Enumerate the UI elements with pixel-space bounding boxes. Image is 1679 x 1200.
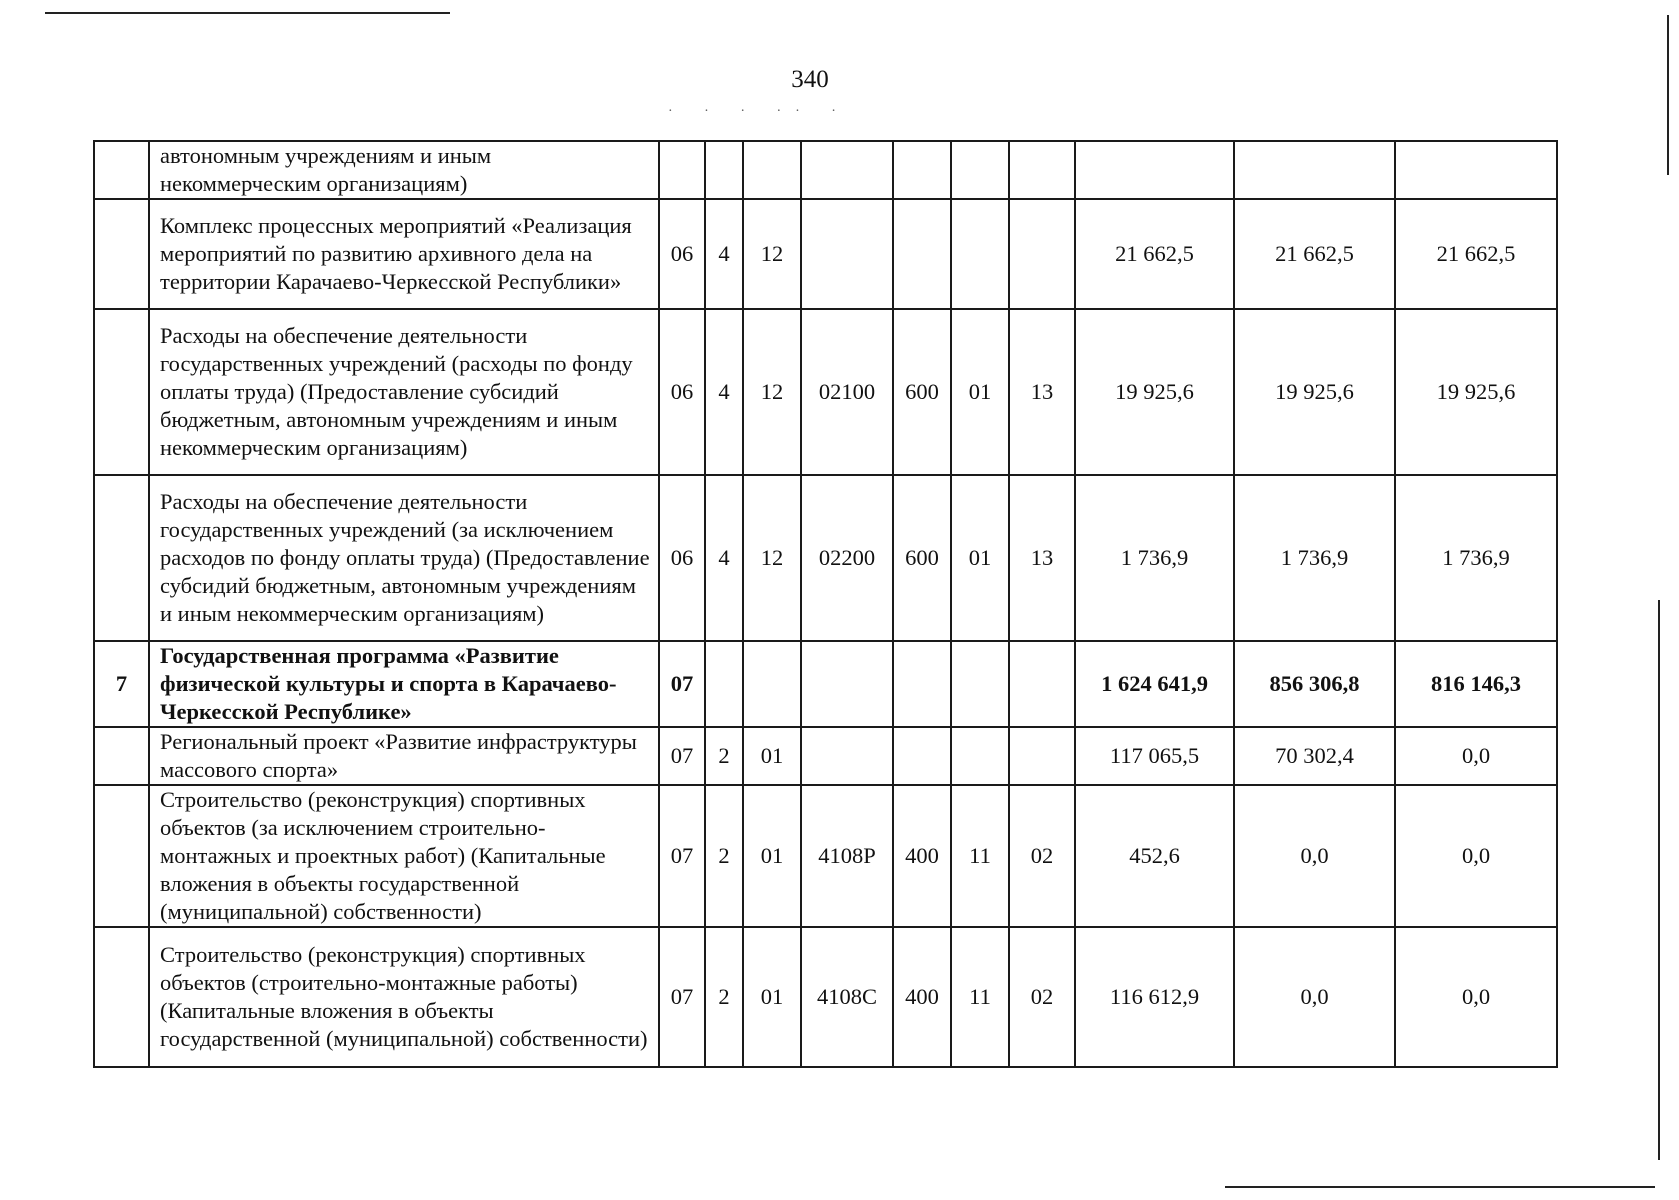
code-subsection-cell bbox=[1009, 199, 1075, 309]
code-subsection-cell: 13 bbox=[1009, 309, 1075, 475]
amount-year2-cell: 1 736,9 bbox=[1234, 475, 1395, 641]
amount-year3-cell bbox=[1395, 141, 1557, 199]
amount-year3-cell: 19 925,6 bbox=[1395, 309, 1557, 475]
code-structure-cell: 12 bbox=[743, 475, 801, 641]
row-name-cell: Расходы на обеспечение деятельности государственных учреждений (за исключением расходов по фонду оплаты труда) (Предоставление субсидий бюджетным, автономным учреждениям и иным некоммерческим организациям) bbox=[149, 475, 659, 641]
row-number-cell bbox=[94, 927, 149, 1067]
code-subsection-cell: 13 bbox=[1009, 475, 1075, 641]
code-structure-cell bbox=[743, 641, 801, 727]
code-program-cell: 07 bbox=[659, 927, 705, 1067]
code-program-cell: 07 bbox=[659, 641, 705, 727]
amount-year2-cell bbox=[1234, 141, 1395, 199]
amount-year3-cell: 816 146,3 bbox=[1395, 641, 1557, 727]
code-direction-cell: 4108C bbox=[801, 927, 893, 1067]
budget-table bbox=[93, 140, 1558, 1068]
code-structure-cell: 01 bbox=[743, 727, 801, 785]
amount-year1-cell bbox=[1075, 141, 1234, 199]
code-structure-cell: 01 bbox=[743, 927, 801, 1067]
scan-artifact-dots: · · · ·· · bbox=[668, 104, 850, 119]
table-row bbox=[94, 475, 1557, 641]
code-structure-cell bbox=[743, 141, 801, 199]
amount-year3-cell: 0,0 bbox=[1395, 785, 1557, 927]
row-number-cell bbox=[94, 785, 149, 927]
code-section-cell: 11 bbox=[951, 927, 1009, 1067]
amount-year2-cell: 0,0 bbox=[1234, 927, 1395, 1067]
code-expense-type-cell: 400 bbox=[893, 785, 951, 927]
code-section-cell: 11 bbox=[951, 785, 1009, 927]
code-expense-type-cell: 600 bbox=[893, 475, 951, 641]
scan-artifact-top-line bbox=[45, 12, 450, 14]
row-name-cell: автономным учреждениям и иным некоммерческим организациям) bbox=[149, 141, 659, 199]
amount-year1-cell: 19 925,6 bbox=[1075, 309, 1234, 475]
code-subsection-cell: 02 bbox=[1009, 927, 1075, 1067]
code-expense-type-cell: 600 bbox=[893, 309, 951, 475]
table-row bbox=[94, 141, 1557, 199]
code-subprogram-cell bbox=[705, 641, 743, 727]
amount-year1-cell: 116 612,9 bbox=[1075, 927, 1234, 1067]
amount-year3-cell: 21 662,5 bbox=[1395, 199, 1557, 309]
code-direction-cell bbox=[801, 641, 893, 727]
row-name-cell: Строительство (реконструкция) спортивных объектов (строительно-монтажные работы) (Капитальные вложения в объекты государственной (муниципальной) собственности) bbox=[149, 927, 659, 1067]
table-row bbox=[94, 927, 1557, 1067]
page-number: 340 bbox=[791, 66, 829, 93]
scan-artifact-bottom-line bbox=[1225, 1186, 1655, 1188]
row-number-cell: 7 bbox=[94, 641, 149, 727]
row-name-cell: Региональный проект «Развитие инфраструктуры массового спорта» bbox=[149, 727, 659, 785]
row-name-cell: Строительство (реконструкция) спортивных объектов (за исключением строительно-монтажных и проектных работ) (Капитальные вложения в объекты государственной (муниципальной) собственности) bbox=[149, 785, 659, 927]
row-number-cell bbox=[94, 141, 149, 199]
code-program-cell: 06 bbox=[659, 199, 705, 309]
amount-year1-cell: 1 736,9 bbox=[1075, 475, 1234, 641]
code-program-cell: 06 bbox=[659, 309, 705, 475]
row-name-cell: Государственная программа «Развитие физической культуры и спорта в Карачаево-Черкесской Республике» bbox=[149, 641, 659, 727]
amount-year1-cell: 452,6 bbox=[1075, 785, 1234, 927]
code-subsection-cell bbox=[1009, 727, 1075, 785]
code-program-cell: 06 bbox=[659, 475, 705, 641]
code-direction-cell: 02100 bbox=[801, 309, 893, 475]
table-row bbox=[94, 727, 1557, 785]
code-structure-cell: 12 bbox=[743, 199, 801, 309]
amount-year2-cell: 21 662,5 bbox=[1234, 199, 1395, 309]
row-name-cell: Расходы на обеспечение деятельности государственных учреждений (расходы по фонду оплаты труда) (Предоставление субсидий бюджетным, автономным учреждениям и иным некоммерческим организациям) bbox=[149, 309, 659, 475]
code-direction-cell bbox=[801, 199, 893, 309]
amount-year1-cell: 21 662,5 bbox=[1075, 199, 1234, 309]
amount-year2-cell: 856 306,8 bbox=[1234, 641, 1395, 727]
row-number-cell bbox=[94, 727, 149, 785]
code-structure-cell: 12 bbox=[743, 309, 801, 475]
code-direction-cell bbox=[801, 727, 893, 785]
code-section-cell bbox=[951, 727, 1009, 785]
code-expense-type-cell bbox=[893, 641, 951, 727]
row-number-cell bbox=[94, 475, 149, 641]
table-row bbox=[94, 641, 1557, 727]
code-direction-cell: 4108P bbox=[801, 785, 893, 927]
amount-year1-cell: 1 624 641,9 bbox=[1075, 641, 1234, 727]
code-subprogram-cell: 2 bbox=[705, 727, 743, 785]
amount-year2-cell: 0,0 bbox=[1234, 785, 1395, 927]
code-subprogram-cell bbox=[705, 141, 743, 199]
amount-year3-cell: 1 736,9 bbox=[1395, 475, 1557, 641]
code-program-cell bbox=[659, 141, 705, 199]
table-row bbox=[94, 785, 1557, 927]
amount-year2-cell: 70 302,4 bbox=[1234, 727, 1395, 785]
row-name-cell: Комплекс процессных мероприятий «Реализация мероприятий по развитию архивного дела на территории Карачаево-Черкесской Республики» bbox=[149, 199, 659, 309]
table-row bbox=[94, 199, 1557, 309]
code-expense-type-cell bbox=[893, 727, 951, 785]
code-subprogram-cell: 4 bbox=[705, 199, 743, 309]
scan-artifact-right-line-lower bbox=[1658, 600, 1660, 1160]
row-number-cell bbox=[94, 309, 149, 475]
amount-year1-cell: 117 065,5 bbox=[1075, 727, 1234, 785]
code-section-cell: 01 bbox=[951, 475, 1009, 641]
row-number-cell bbox=[94, 199, 149, 309]
code-program-cell: 07 bbox=[659, 727, 705, 785]
code-subprogram-cell: 4 bbox=[705, 309, 743, 475]
amount-year3-cell: 0,0 bbox=[1395, 727, 1557, 785]
code-expense-type-cell: 400 bbox=[893, 927, 951, 1067]
code-section-cell bbox=[951, 199, 1009, 309]
code-structure-cell: 01 bbox=[743, 785, 801, 927]
code-subsection-cell: 02 bbox=[1009, 785, 1075, 927]
code-subprogram-cell: 2 bbox=[705, 927, 743, 1067]
code-direction-cell bbox=[801, 141, 893, 199]
code-subsection-cell bbox=[1009, 141, 1075, 199]
amount-year3-cell: 0,0 bbox=[1395, 927, 1557, 1067]
code-subprogram-cell: 4 bbox=[705, 475, 743, 641]
code-expense-type-cell bbox=[893, 141, 951, 199]
code-section-cell bbox=[951, 641, 1009, 727]
amount-year2-cell: 19 925,6 bbox=[1234, 309, 1395, 475]
code-expense-type-cell bbox=[893, 199, 951, 309]
code-program-cell: 07 bbox=[659, 785, 705, 927]
code-section-cell bbox=[951, 141, 1009, 199]
code-subsection-cell bbox=[1009, 641, 1075, 727]
code-direction-cell: 02200 bbox=[801, 475, 893, 641]
table-row bbox=[94, 309, 1557, 475]
code-subprogram-cell: 2 bbox=[705, 785, 743, 927]
code-section-cell: 01 bbox=[951, 309, 1009, 475]
budget-table-body bbox=[94, 141, 1557, 1067]
scan-artifact-right-line bbox=[1667, 15, 1669, 175]
